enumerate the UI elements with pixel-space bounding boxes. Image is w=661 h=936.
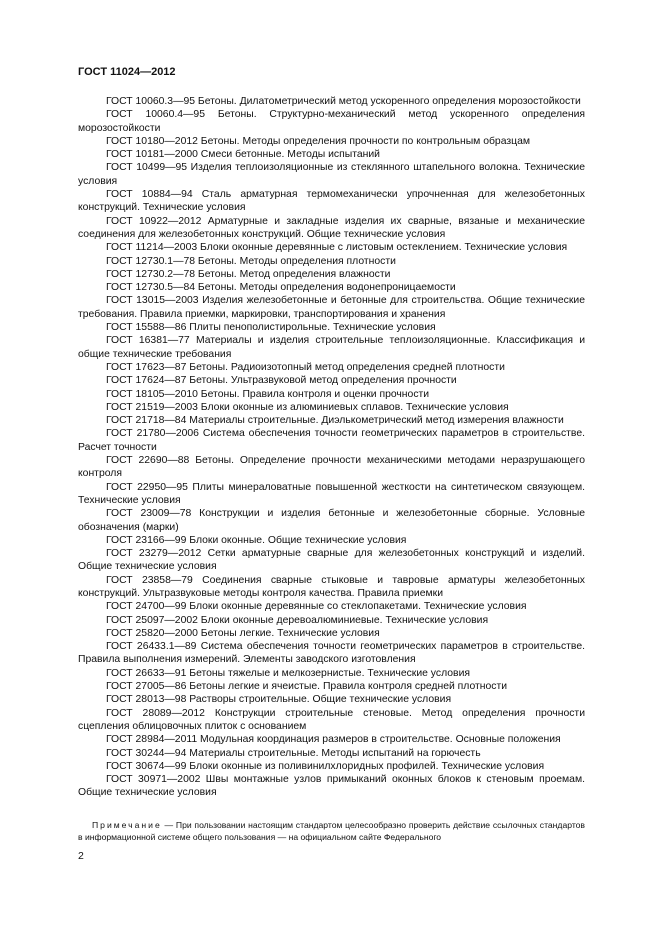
reference-item: ГОСТ 28984—2011 Модульная координация размеров в строительстве. Основные положения bbox=[106, 734, 561, 746]
note-label: Примечание bbox=[92, 820, 162, 830]
reference-item: ГОСТ 23166—99 Блоки оконные. Общие технические условия bbox=[106, 534, 407, 546]
reference-item: ГОСТ 28089—2012 Конструкции строительные стеновые. Метод определения прочности сцепления облицовочных плиток с основанием bbox=[78, 707, 585, 732]
reference-item: ГОСТ 22690—88 Бетоны. Определение прочности механическими методами неразрушающего контроля bbox=[78, 455, 585, 480]
reference-item: ГОСТ 23279—2012 Сетки арматурные сварные для железобетонных конструкций и изделий. Общие технические условия bbox=[78, 548, 585, 573]
reference-item: ГОСТ 18105—2010 Бетоны. Правила контроля и оценки прочности bbox=[106, 388, 430, 400]
page-number: 2 bbox=[78, 850, 84, 862]
reference-item: ГОСТ 16381—77 Материалы и изделия строительные теплоизоляционные. Классификация и общие технические требования bbox=[78, 335, 585, 360]
reference-item: ГОСТ 13015—2003 Изделия железобетонные и бетонные для строительства. Общие технические требования. Правила приемки, маркировки, транспортирования и хранения bbox=[78, 295, 585, 320]
reference-item: ГОСТ 12730.1—78 Бетоны. Методы определения плотности bbox=[106, 255, 396, 267]
reference-item: ГОСТ 23858—79 Соединения сварные стыковые и тавровые арматуры железобетонных конструкций. Ультразвуковые методы контроля качества. Правила приемки bbox=[78, 574, 585, 599]
reference-item: ГОСТ 30244—94 Материалы строительные. Методы испытаний на горючесть bbox=[106, 747, 481, 759]
reference-item: ГОСТ 26633—91 Бетоны тяжелые и мелкозернистые. Технические условия bbox=[106, 667, 470, 679]
reference-item: ГОСТ 21519—2003 Блоки оконные из алюминиевых сплавов. Технические условия bbox=[106, 401, 509, 413]
page-header: ГОСТ 11024—2012 bbox=[78, 66, 176, 78]
note-text: — При пользовании настоящим стандартом целесообразно проверить действие ссылочных стандартов в информационной системе общего пользования — на официальном сайте Федерального bbox=[78, 820, 585, 842]
reference-item: ГОСТ 27005—86 Бетоны легкие и ячеистые. Правила контроля средней плотности bbox=[106, 681, 508, 693]
reference-item: ГОСТ 10060.3—95 Бетоны. Дилатометрический метод ускоренного определения морозостойкости bbox=[106, 96, 581, 107]
reference-item: ГОСТ 17623—87 Бетоны. Радиоизотопный метод определения средней плотности bbox=[106, 361, 505, 373]
reference-item: ГОСТ 30674—99 Блоки оконные из поливинилхлоридных профилей. Технические условия bbox=[106, 760, 545, 772]
reference-item: ГОСТ 23009—78 Конструкции и изделия бетонные и железобетонные сборные. Условные обозначения (марки) bbox=[78, 508, 585, 533]
reference-item: ГОСТ 25820—2000 Бетоны легкие. Технические условия bbox=[106, 627, 380, 639]
reference-item: ГОСТ 10180—2012 Бетоны. Методы определения прочности по контрольным образцам bbox=[106, 135, 531, 147]
reference-item: ГОСТ 24700—99 Блоки оконные деревянные со стеклопакетами. Технические условия bbox=[106, 601, 527, 613]
reference-item: ГОСТ 10181—2000 Смеси бетонные. Методы испытаний bbox=[106, 149, 380, 161]
reference-item: ГОСТ 21780—2006 Система обеспечения точности геометрических параметров в строительстве. Расчет точности bbox=[78, 428, 585, 453]
reference-item: ГОСТ 12730.2—78 Бетоны. Метод определения влажности bbox=[106, 268, 391, 280]
reference-item: ГОСТ 15588—86 Плиты пенополистирольные. Технические условия bbox=[106, 322, 436, 334]
reference-item: ГОСТ 12730.5—84 Бетоны. Методы определения водонепроницаемости bbox=[106, 282, 456, 294]
reference-item: ГОСТ 28013—98 Растворы строительные. Общие технические условия bbox=[106, 694, 452, 706]
reference-item: ГОСТ 17624—87 Бетоны. Ультразвуковой метод определения прочности bbox=[106, 375, 457, 387]
reference-item: ГОСТ 25097—2002 Блоки оконные деревоалюминиевые. Технические условия bbox=[106, 614, 489, 626]
reference-item: ГОСТ 30971—2002 Швы монтажные узлов примыканий оконных блоков к стеновым проемам. Общие технические условия bbox=[78, 774, 585, 799]
reference-item: ГОСТ 21718—84 Материалы строительные. Диэлькометрический метод измерения влажности bbox=[106, 415, 564, 427]
reference-item: ГОСТ 26433.1—89 Система обеспечения точности геометрических параметров в строительстве. Правила выполнения измерений. Элементы заводского изготовления bbox=[78, 641, 585, 666]
references-list bbox=[78, 95, 585, 800]
reference-item: ГОСТ 10499—95 Изделия теплоизоляционные из стеклянного штапельного волокна. Технические условия bbox=[78, 162, 585, 187]
reference-item: ГОСТ 10922—2012 Арматурные и закладные изделия их сварные, вязаные и механические соединения для железобетонных конструкций. Общие технические условия bbox=[78, 215, 585, 240]
reference-item: ГОСТ 10884—94 Сталь арматурная термомеханически упрочненная для железобетонных конструкций. Технические условия bbox=[78, 189, 585, 214]
reference-item: ГОСТ 10060.4—95 Бетоны. Структурно-механический метод ускоренного определения морозостойкости bbox=[78, 109, 585, 134]
footnote bbox=[78, 819, 585, 843]
reference-item: ГОСТ 22950—95 Плиты минераловатные повышенной жесткости на синтетическом связующем. Технические условия bbox=[78, 481, 585, 506]
reference-item: ГОСТ 11214—2003 Блоки оконные деревянные с листовым остеклением. Технические условия bbox=[106, 242, 568, 254]
